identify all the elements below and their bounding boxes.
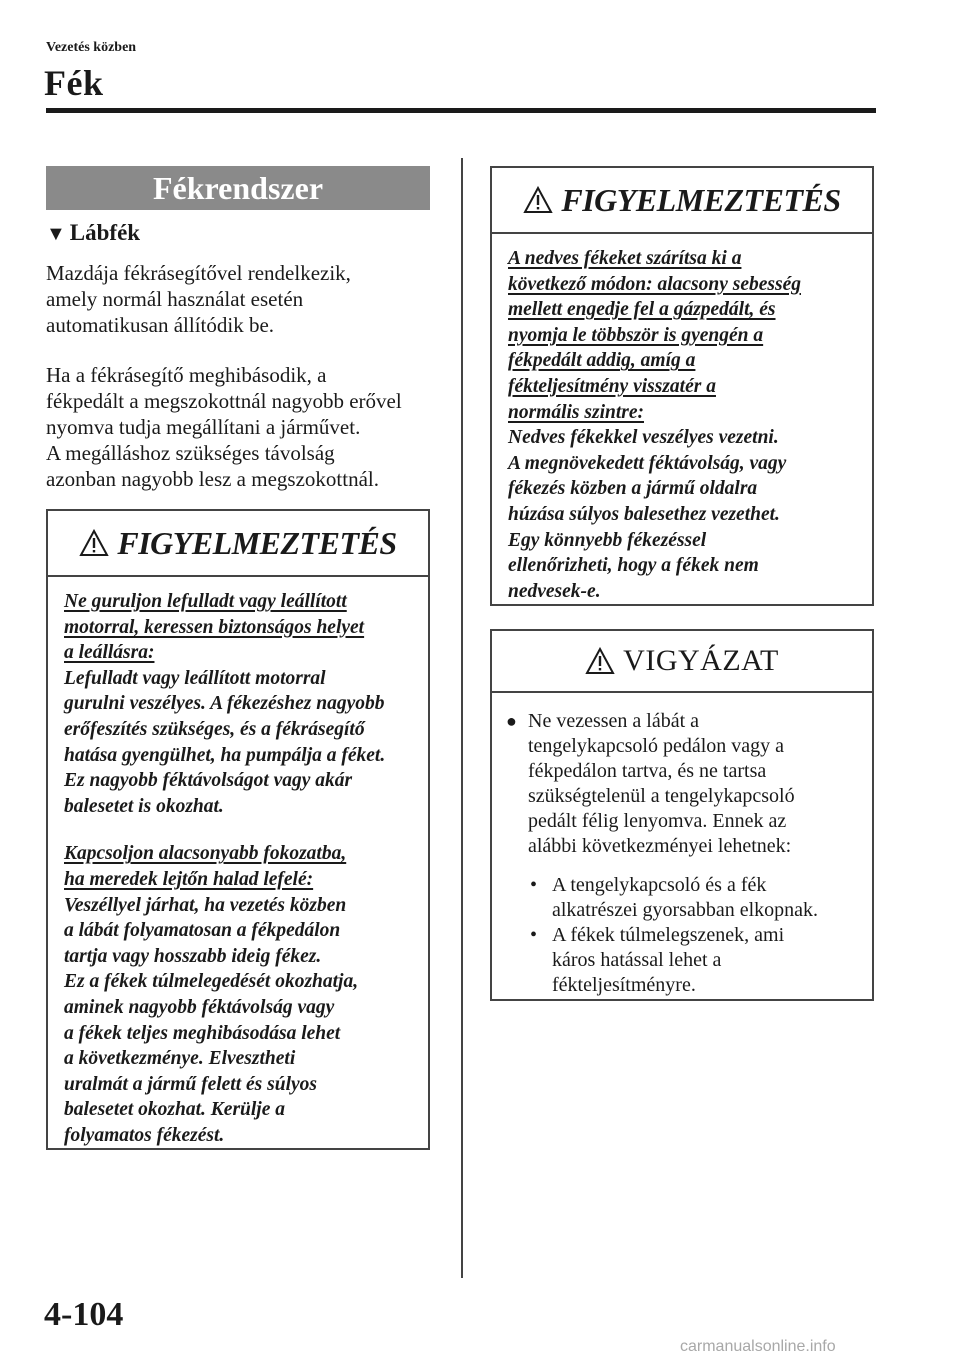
warning-line-text: Egy könnyebb fékezéssel <box>508 529 707 551</box>
warning-line <box>64 1123 416 1149</box>
subheading <box>46 220 140 246</box>
warning-line-text: aminek nagyobb féktávolság vagy <box>64 996 335 1018</box>
warning-line-text: a leállásra: <box>64 642 155 664</box>
warning-line <box>64 743 416 769</box>
warning-line <box>508 553 860 579</box>
column-divider <box>461 158 463 1278</box>
header-rule <box>46 108 876 113</box>
warning-label: FIGYELMEZTETÉS <box>117 524 397 561</box>
warning-line <box>64 1046 416 1072</box>
warning-line <box>64 918 416 944</box>
warning-line <box>64 794 416 820</box>
warning-line-text: Ez a fékek túlmelegedését okozhatja, <box>64 971 359 993</box>
sub-bullet-dot: • <box>530 874 538 896</box>
warning-line-text: tartja vagy hosszabb ideig fékez. <box>64 945 322 967</box>
warning-box-left <box>46 509 430 1150</box>
triangle-down-icon: ▼ <box>46 223 66 245</box>
warning-header <box>492 168 872 234</box>
failure-paragraph: Ha a fékrásegítő meghibásodik, a fékpedált a megszokottnál nagyobb erővel nyomva tudja megállítani a járművet. A megálláshoz szükséges távolság azonban nagyobb lesz a megszokottnál. <box>46 363 402 491</box>
warning-line-text: fékteljesítmény visszatér a <box>508 375 716 397</box>
warning-line-text: A megnövekedett féktávolság, vagy <box>508 452 787 474</box>
sub-bullet-dot: • <box>530 924 538 946</box>
warning-line <box>64 1072 416 1098</box>
warning-line <box>64 666 416 692</box>
warning-line-text: nyomja le többször is gyengén a <box>508 324 764 346</box>
warning-line-text: fékezés közben a jármű oldalra <box>508 478 758 500</box>
warning-line <box>508 579 860 605</box>
warning-line <box>64 995 416 1021</box>
warning-line <box>64 969 416 995</box>
warning-line <box>64 768 416 794</box>
caution-sub-text: A fékek túlmelegszenek, ami káros hatással lehet a fékteljesítményre. <box>552 924 785 996</box>
warning-line-text: Ez nagyobb féktávolságot vagy akár <box>64 770 353 792</box>
warning-line <box>508 323 860 349</box>
caution-header <box>492 631 872 693</box>
caution-sub-item <box>530 923 860 998</box>
section-header: Vezetés közben <box>46 40 137 55</box>
warning-line-text: balesetet okozhat. Kerülje a <box>64 1099 285 1121</box>
warning-line <box>64 1021 416 1047</box>
warning-body <box>48 577 428 1148</box>
warning-line-text: erőfeszítés szükséges, és a fékrásegítő <box>64 718 365 740</box>
warning-line-text: normális szintre: <box>508 401 644 423</box>
warning-line <box>64 691 416 717</box>
section-banner: Fékrendszer <box>46 166 430 210</box>
warning-line-text: nedvesek-e. <box>508 580 601 602</box>
warning-line <box>64 1097 416 1123</box>
warning-line <box>64 717 416 743</box>
warning-line-text: ellenőrizheti, hogy a fékek nem <box>508 555 759 577</box>
warning-line <box>508 476 860 502</box>
warning-triangle-icon <box>523 186 553 214</box>
caution-sub-item <box>530 873 860 923</box>
caution-sub-list <box>530 873 860 998</box>
page-title: Fék <box>44 63 104 103</box>
warning-line-text: Veszéllyel járhat, ha vezetés közben <box>64 894 347 916</box>
caution-body <box>492 693 872 998</box>
caution-bullet-text: Ne vezessen a lábát a tengelykapcsoló pedálon vagy a fékpedálon tartva, és ne tartsa szükségtelenül a tengelykapcsoló pedált félig lenyomva. Ennek az alábbi következményei lehetnek: <box>528 710 795 857</box>
warning-line-text: következő módon: alacsony sebesség <box>508 273 801 295</box>
warning-line-text: a lábát folyamatosan a fékpedálon <box>64 920 341 942</box>
warning-line <box>64 944 416 970</box>
warning-line-text: mellett engedje fel a gázpedált, és <box>508 299 776 321</box>
warning-line <box>64 615 416 641</box>
warning-line <box>64 640 416 666</box>
warning-line-text: Kapcsoljon alacsonyabb fokozatba, <box>64 843 347 865</box>
warning-line <box>508 425 860 451</box>
warning-box-right <box>490 166 874 606</box>
caution-box <box>490 629 874 1001</box>
intro-paragraph: Mazdája fékrásegítővel rendelkezik, amely normál használat esetén automatikusan állítódik be. <box>46 261 351 337</box>
warning-header <box>48 511 428 577</box>
warning-line-text: ha meredek lejtőn halad lefelé: <box>64 868 314 890</box>
bullet-dot: ● <box>506 711 517 731</box>
warning-line <box>64 589 416 615</box>
warning-line <box>64 893 416 919</box>
warning-line-text: balesetet is okozhat. <box>64 795 224 817</box>
warning-line-text: a következménye. Elvesztheti <box>64 1048 296 1070</box>
warning-line-text: fékpedált addig, amíg a <box>508 350 696 372</box>
caution-label: VIGYÁZAT <box>623 644 779 677</box>
warning-line-text: uralmát a jármű felett és súlyos <box>64 1073 317 1095</box>
warning-line-text: a fékek teljes meghibásodása lehet <box>64 1022 341 1044</box>
warning-line <box>508 400 860 426</box>
warning-line <box>508 502 860 528</box>
warning-label: FIGYELMEZTETÉS <box>561 181 841 218</box>
warning-line <box>508 451 860 477</box>
caution-triangle-icon <box>585 647 615 675</box>
warning-line-text: gurulni veszélyes. A fékezéshez nagyobb <box>64 693 385 715</box>
warning-line-text: Ne guruljon lefulladt vagy leállított <box>64 591 347 612</box>
warning-line-text: Nedves fékekkel veszélyes vezetni. <box>508 427 779 449</box>
warning-line-text: hatása gyengülhet, ha pumpálja a féket. <box>64 744 386 766</box>
warning-line <box>64 841 416 867</box>
warning-line-text: A nedves fékeket szárítsa ki a <box>508 248 742 269</box>
warning-body <box>492 234 872 604</box>
warning-line <box>508 528 860 554</box>
caution-bullet <box>506 709 860 859</box>
page-number: 4-104 <box>44 1296 124 1333</box>
warning-line-text: folyamatos fékezést. <box>64 1124 225 1146</box>
subheading-text: Lábfék <box>69 220 141 245</box>
warning-triangle-icon <box>79 529 109 557</box>
warning-line <box>64 819 416 841</box>
warning-line <box>508 272 860 298</box>
warning-line <box>508 297 860 323</box>
warning-line <box>508 348 860 374</box>
watermark: carmanualsonline.info <box>680 1338 836 1355</box>
warning-line <box>64 867 416 893</box>
warning-line-text: húzása súlyos balesethez vezethet. <box>508 503 780 525</box>
warning-line <box>508 374 860 400</box>
warning-line-text: Lefulladt vagy leállított motorral <box>64 667 326 689</box>
warning-line-text: motorral, keressen biztonságos helyet <box>64 616 365 638</box>
warning-line <box>508 246 860 272</box>
caution-sub-text: A tengelykapcsoló és a fék alkatrészei gyorsabban elkopnak. <box>552 874 819 921</box>
